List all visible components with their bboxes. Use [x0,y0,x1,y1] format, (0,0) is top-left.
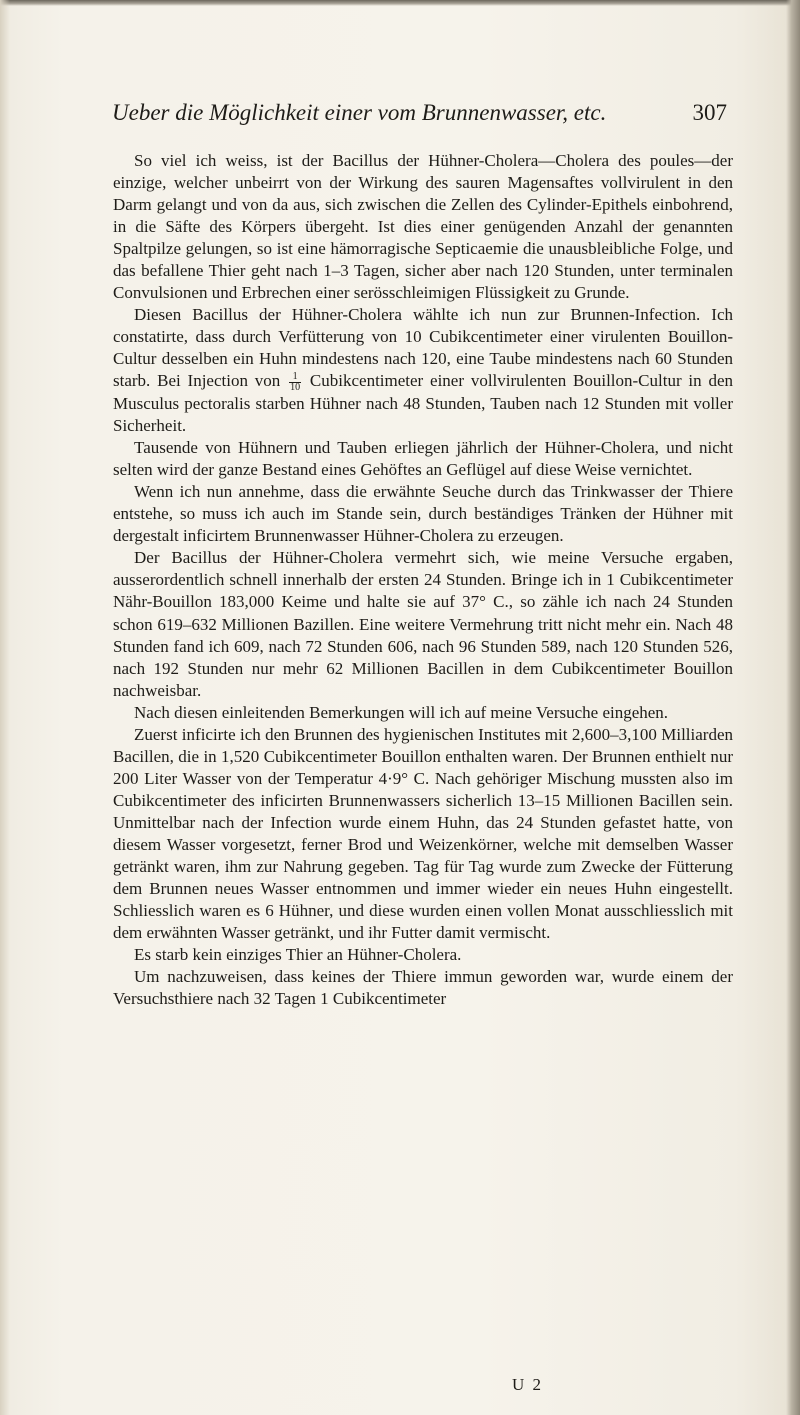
running-header [112,100,727,134]
body-text [113,150,733,1010]
signature-mark: U 2 [512,1375,544,1394]
paragraph [113,150,733,304]
paragraph-text: Nach diesen einleitenden Bemerkungen will ich auf meine Versuche eingehen. [134,702,669,722]
running-title: Ueber die Möglichkeit einer vom Brunnenwasser, etc. [112,100,607,125]
paragraph-text: Der Bacillus der Hühner-Cholera vermehrt sich, wie meine Versuche ergaben, ausserordentlich schnell innerhalb der ersten 24 Stunden. Bringe ich in 1 Cubikcentimeter Nähr-Bouillon 183,000 Keime und halte sie auf 37° C., so zähle ich nach 24 Stunden schon 619–632 Millionen Bazillen. Eine weitere Vermehrung tritt nicht mehr ein. Nach 48 Stunden fand ich 609, nach 72 Stunden 606, nach 96 Stunden 589, nach 120 Stunden 526, nach 192 Stunden nur mehr 62 Millionen Bacillen in dem Cubikcentimeter Bouillon nachweisbar. [113,548,733,700]
fraction-denominator: 10 [290,382,301,394]
paragraph [113,966,733,1010]
page-top-edge [0,0,800,6]
paragraph [113,944,733,966]
paragraph-text: Cubikcentimeter einer vollvirulenten Bouillon-Cultur in den Musculus pectoralis starben Hühner nach 48 Stunden, Tauben nach 12 Stunden mit voller Sicherheit. [113,371,734,436]
page-number: 307 [692,100,727,125]
paragraph [113,481,733,547]
paragraph-text: Zuerst inficirte ich den Brunnen des hygienischen Institutes mit 2,600–3,100 Milliarden Bacillen, die in 1,520 Cubikcentimeter Bouillon enthalten waren. Der Brunnen enthielt nur 200 Liter Wasser von der Temperatur 4·9° C. Nach gehöriger Mischung mussten also im Cubikcentimeter des inficirten Brunnenwassers sicherlich 13–15 Millionen Bacillen sein. Unmittelbar nach der Infection wurde einem Huhn, das 24 Stunden gefastet hatte, von diesem Wasser vorgesetzt, ferner Brod und Weizenkörner, welche mit demselben Wasser getränkt waren, ihm zur Nahrung gegeben. Tag für Tag wurde zum Zwecke der Fütterung dem Brunnen neues Wasser entnommen und immer wieder ein neues Huhn eingestellt. Schliesslich waren es 6 Hühner, und diese wurden einen vollen Monat ausschliesslich mit dem erwähnten Wasser getränkt, und ihr Futter damit vermischt. [113,724,733,943]
page-left-shadow [0,0,10,1415]
fraction-numerator: 1 [289,372,301,383]
paragraph [113,437,733,481]
paragraph [113,304,733,437]
paragraph [113,547,733,701]
paragraph [113,724,733,944]
fraction [289,372,301,393]
paragraph [113,702,733,724]
paragraph-text: Diesen Bacillus der Hühner-Cholera wählte ich nun zur Brunnen-Infection. Ich constatirte, dass durch Verfütterung von 10 Cubikcentimeter einer virulenten Bouillon-Cultur desselben ein Huhn mindestens nach 120, eine Taube mindestens nach 60 Stunden starb. Bei Injection von [113,305,733,391]
paragraph-text: Um nachzuweisen, dass keines der Thiere immun geworden war, wurde einem der Versuchsthiere nach 32 Tagen 1 Cubikcentimeter [113,967,733,1009]
paragraph-text: Es starb kein einziges Thier an Hühner-Cholera. [134,945,462,965]
page-binding-edge [786,0,800,1415]
paragraph-text: So viel ich weiss, ist der Bacillus der Hühner-Cholera—Cholera des poules—der einzige, welcher unbeirrt von der Wirkung des sauren Magensaftes vollvirulent in den Darm gelangt und von da aus, sich zwischen die Zellen des Cylinder-Epithels einbohrend, in die Säfte des Körpers übergeht. Ist dies einer genügenden Anzahl der genannten Spaltpilze gelungen, so ist eine hämorragische Septicaemie die unausbleibliche Folge, und das befallene Thier geht nach 1–3 Tagen, sicher aber nach 120 Stunden, unter terminalen Convulsionen und Erbrechen einer serösschleimigen Flüssigkeit zu Grunde. [113,151,733,303]
paragraph-text: Wenn ich nun annehme, dass die erwähnte Seuche durch das Trinkwasser der Thiere entstehe, so muss ich auch im Stande sein, durch beständiges Tränken der Hühner mit dergestalt inficirtem Brunnenwasser Hühner-Cholera zu erzeugen. [113,482,733,546]
paragraph-text: Tausende von Hühnern und Tauben erliegen jährlich der Hühner-Cholera, und nicht selten wird der ganze Bestand eines Gehöftes an Geflügel auf diese Weise vernichtet. [113,438,733,480]
